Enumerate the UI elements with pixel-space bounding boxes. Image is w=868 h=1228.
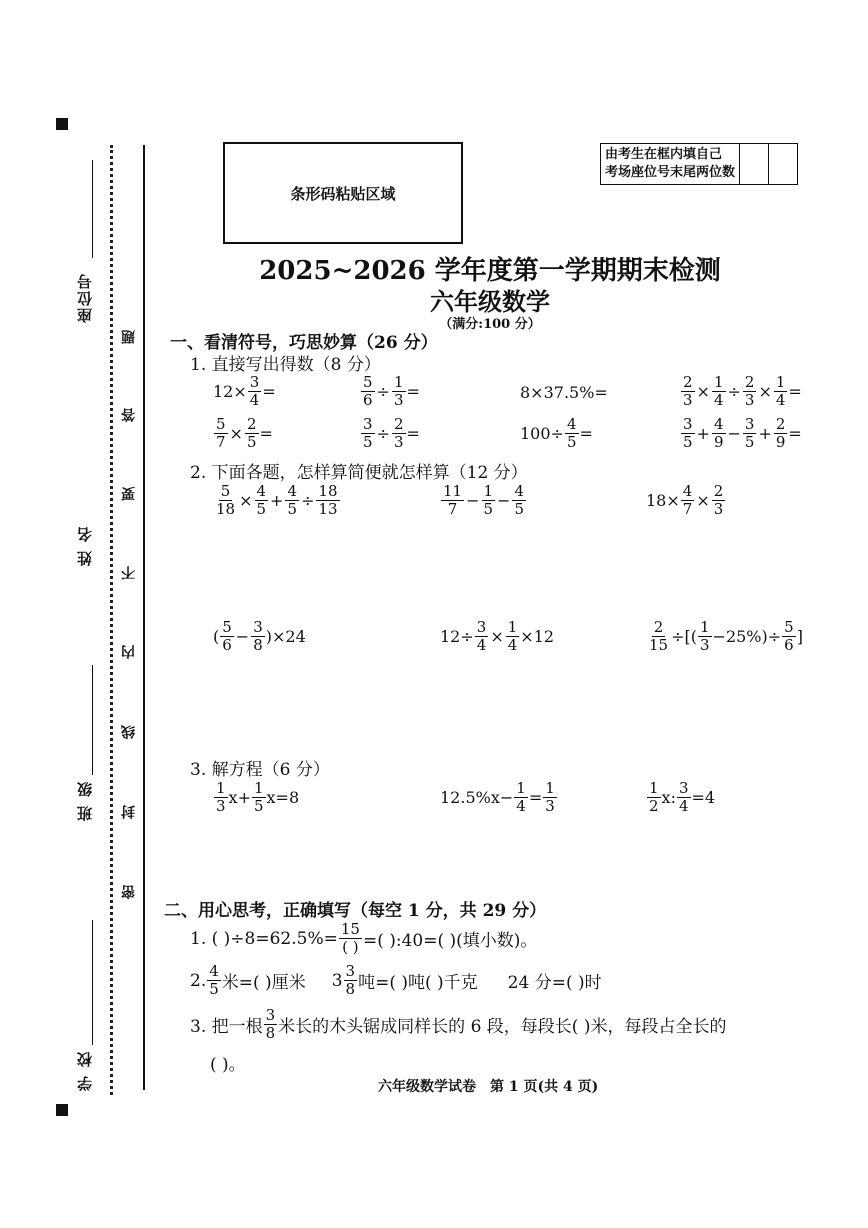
q2-item-5: 12÷ $\frac{3}{4}$ × $\frac{1}{4}$ ×12 — [440, 618, 555, 654]
seat-no-line — [92, 160, 93, 258]
section-1-heading: 一、看清符号，巧思妙算（26 分） — [170, 333, 438, 353]
class-line — [92, 665, 93, 775]
binding-solid-line — [143, 145, 145, 1090]
school-line — [92, 920, 93, 1045]
q1-heading: 1. 直接写出得数（8 分） — [190, 355, 381, 375]
q2-item-1: $\frac{5}{18}$ × $\frac{4}{5}$ + $\frac{4}{5}$ ÷ $\frac{18}{13}$ — [216, 482, 338, 518]
seat-number-instruction-line-2: 考场座位号末尾两位数 — [605, 165, 736, 180]
q1-item-1: 12× $\frac{3}{4}$ = — [213, 373, 276, 409]
s2-q1: 1. ( )÷8=62.5%= $\frac{15}{( )}$ =( ):40=( )(填小数)。 — [190, 920, 538, 956]
s2-q2: 2. $\frac{4}{5}$ 米=( )厘米 3 $\frac{3}{8}$ 吨=( )吨( )千克 24 分=( )时 — [190, 962, 602, 998]
seal-char-3: 要 — [121, 487, 137, 501]
seal-char-5: 内 — [121, 645, 137, 659]
name-label: 姓 名 — [76, 525, 94, 567]
q2-item-4: ( $\frac{5}{6}$ − $\frac{3}{8}$ )×24 — [213, 618, 306, 654]
q2-item-3: 18× $\frac{4}{7}$ × $\frac{2}{3}$ — [646, 482, 724, 518]
q3-heading: 3. 解方程（6 分） — [190, 760, 330, 780]
full-score: （满分:100 分） — [439, 317, 541, 332]
seat-number-instruction — [601, 144, 740, 184]
q3-item-3: $\frac{1}{2}$ x: $\frac{3}{4}$ =4 — [649, 779, 716, 815]
school-label: 学 校 — [76, 1050, 94, 1092]
seal-char-4: 不 — [121, 566, 137, 580]
seal-char-2: 答 — [121, 408, 137, 422]
q1-item-3: 8×37.5%= — [520, 383, 608, 402]
q1-item-5: $\frac{5}{7}$ × $\frac{2}{5}$ = — [216, 415, 273, 451]
q3-item-1: $\frac{1}{3}$ x+ $\frac{1}{5}$ x=8 — [216, 779, 300, 815]
s2-q3-continued: ( )。 — [210, 1055, 246, 1075]
seat-digit-box-1[interactable] — [740, 144, 769, 184]
seal-char-1: 题 — [121, 330, 137, 344]
class-label: 班 级 — [76, 780, 94, 822]
exam-subtitle: 六年级数学 — [430, 287, 550, 316]
q2-item-6: $\frac{2}{15}$ ÷[( $\frac{1}{3}$ −25%)÷ $\frac{5}{6}$ ] — [649, 618, 803, 654]
binding-dotted-line — [110, 145, 113, 1095]
seal-char-8: 密 — [121, 885, 137, 899]
q3-item-2: 12.5%x− $\frac{1}{4}$ = $\frac{1}{3}$ — [440, 779, 555, 815]
seal-char-7: 封 — [121, 805, 137, 819]
barcode-area — [223, 142, 463, 244]
seal-char-6: 线 — [121, 725, 137, 739]
seat-number-box — [600, 143, 798, 185]
q2-heading: 2. 下面各题，怎样算简便就怎样算（12 分） — [190, 463, 528, 483]
q1-item-2: $\frac{5}{6}$ ÷ $\frac{1}{3}$ = — [363, 373, 420, 409]
exam-title: 2025~2026 学年度第一学期期末检测 — [259, 256, 721, 286]
corner-mark-top — [56, 118, 68, 130]
barcode-label: 条形码粘贴区域 — [290, 184, 396, 203]
page-footer: 六年级数学试卷 第 1 页(共 4 页) — [378, 1079, 599, 1095]
seat-no-label: 座位号 — [76, 272, 94, 323]
section-2-heading: 二、用心思考，正确填写（每空 1 分，共 29 分） — [164, 901, 547, 921]
q1-item-6: $\frac{3}{5}$ ÷ $\frac{2}{3}$ = — [363, 415, 420, 451]
seat-number-instruction-line-1: 由考生在框内填自己 — [605, 147, 723, 162]
seat-digit-box-2[interactable] — [769, 144, 797, 184]
q1-item-7: 100÷ $\frac{4}{5}$ = — [520, 415, 593, 451]
q1-item-4: $\frac{2}{3}$ × $\frac{1}{4}$ ÷ $\frac{2}{3}$ × $\frac{1}{4}$ = — [683, 373, 802, 409]
corner-mark-bottom — [56, 1104, 68, 1116]
q2-item-2: $\frac{11}{7}$ − $\frac{1}{5}$ − $\frac{4}{5}$ — [443, 482, 524, 518]
q1-item-8: $\frac{3}{5}$ + $\frac{4}{9}$ − $\frac{3}{5}$ + $\frac{2}{9}$ = — [683, 415, 802, 451]
s2-q3: 3. 把一根 $\frac{3}{8}$ 米长的木头锯成同样长的 6 段，每段长( )米，每段占全长的 — [190, 1006, 727, 1042]
